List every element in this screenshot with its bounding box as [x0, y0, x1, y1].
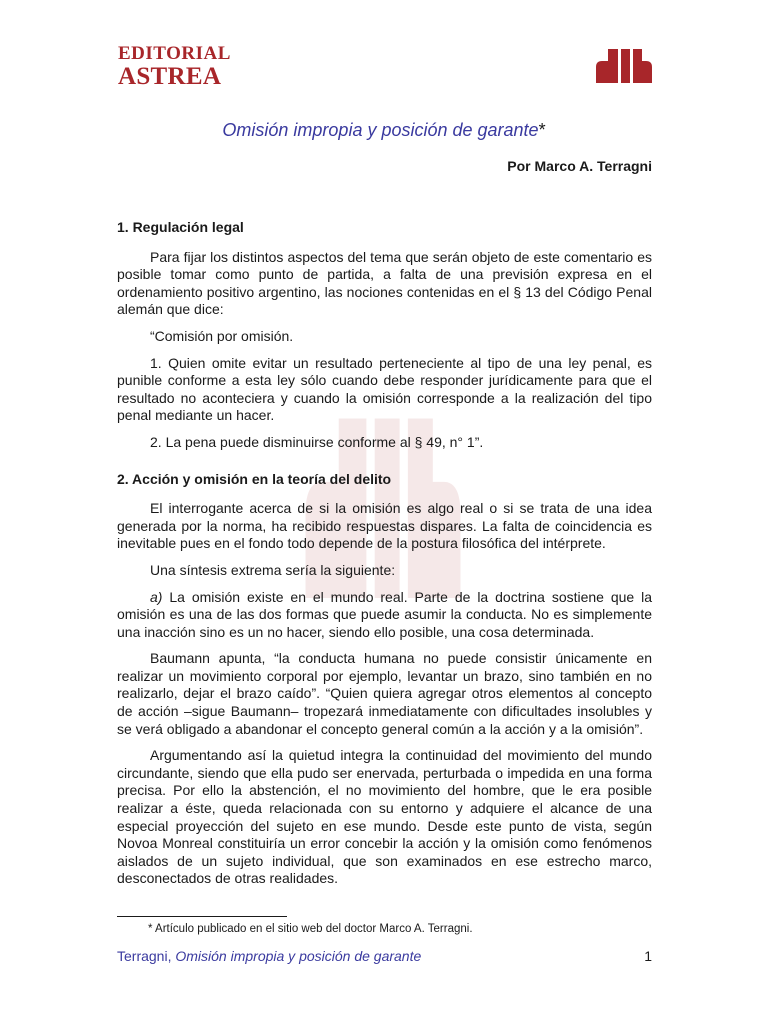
- logo-line-editorial: EDITORIAL: [118, 43, 231, 64]
- title-text: Omisión impropia y posición de garante: [222, 120, 539, 140]
- footnote: * Artículo publicado en el sitio web del doctor Marco A. Terragni.: [148, 923, 473, 935]
- paragraph: 2. La pena puede disminuirse conforme al § 49, n° 1”.: [150, 433, 484, 450]
- paragraph-item-a: [117, 589, 652, 642]
- paragraph: Argumentando así la quietud integra la continuidad del movimiento del mundo circundante, siendo que ella pudo ser enervada, perturbada o impedida en una forma precisa. Por ello la abstención, el no movimiento del hombre, que le era posible realizar a éste, queda relacionada con su entorno y adquiere el alcance de una especial proyección del sujeto en ese mundo. Desde este punto de vista, según Novoa Monreal constituiría un error concebir la acción y la omisión como fenómenos aislados de un sujeto individual, que son examinados en ese estrecho marco, desconectados de otras realidades.: [117, 747, 652, 887]
- paragraph: Para fijar los distintos aspectos del tema que serán objeto de este comentario es posible tomar como punto de partida, a falta de una previsión expresa en el ordenamiento positivo argentino, las nociones contenidas en el § 13 del Código Penal alemán que dice:: [117, 248, 652, 318]
- paragraph: “Comisión por omisión.: [150, 327, 294, 344]
- title-footnote-mark: *: [538, 120, 546, 140]
- astrea-mark-icon: [594, 47, 654, 83]
- paragraph: El interrogante acerca de si la omisión es algo real o si se trata de una idea generada por la norma, ha recibido respuestas dispares. La falta de coincidencia es inevitable pues en el fondo todo depende de la postura filosófica del intérprete.: [117, 500, 652, 552]
- author-line: Por Marco A. Terragni: [507, 158, 652, 174]
- footer-title: Omisión impropia y posición de garante: [175, 948, 422, 964]
- footer-author: Terragni,: [117, 948, 176, 964]
- section-heading: 1. Regulación legal: [117, 219, 244, 235]
- item-text: La omisión existe en el mundo real. Parte de la doctrina sostiene que la omisión es una de las dos formas que puede asumir la conducta. No es simplemente una inacción sino es un no hacer, siendo ello posible, una cosa determinada.: [117, 588, 653, 640]
- footnote-divider: [117, 916, 287, 917]
- paragraph: Una síntesis extrema sería la siguiente:: [150, 561, 396, 578]
- paragraph: Baumann apunta, “la conducta humana no puede consistir únicamente en realizar un movimiento corporal por ejemplo, levantar un brazo, sino también en no realizarlo, dejar el brazo caído”. “Quien quiera agregar otros elementos al concepto de acción –sigue Baumann– tropezará inmediatamente con dificultades insolubles y se verá obligado a abandonar el concepto general común a la acción y a la omisión”.: [117, 650, 652, 737]
- item-label: a): [150, 588, 163, 605]
- page-number: 1: [644, 948, 652, 964]
- section-heading: 2. Acción y omisión en la teoría del delito: [117, 470, 392, 487]
- page-footer: [117, 948, 421, 964]
- logo-line-astrea: ASTREA: [118, 63, 222, 90]
- document-title: [0, 120, 768, 141]
- publisher-logo: [118, 44, 231, 89]
- document-body: [117, 219, 652, 897]
- paragraph: 1. Quien omite evitar un resultado perteneciente al tipo de una ley penal, es punible conforme a esta ley sólo cuando debe responder jurídicamente para que el resultado no aconteciera y cuando la omisión corresponde a la realización del tipo penal mediante un hacer.: [117, 354, 652, 424]
